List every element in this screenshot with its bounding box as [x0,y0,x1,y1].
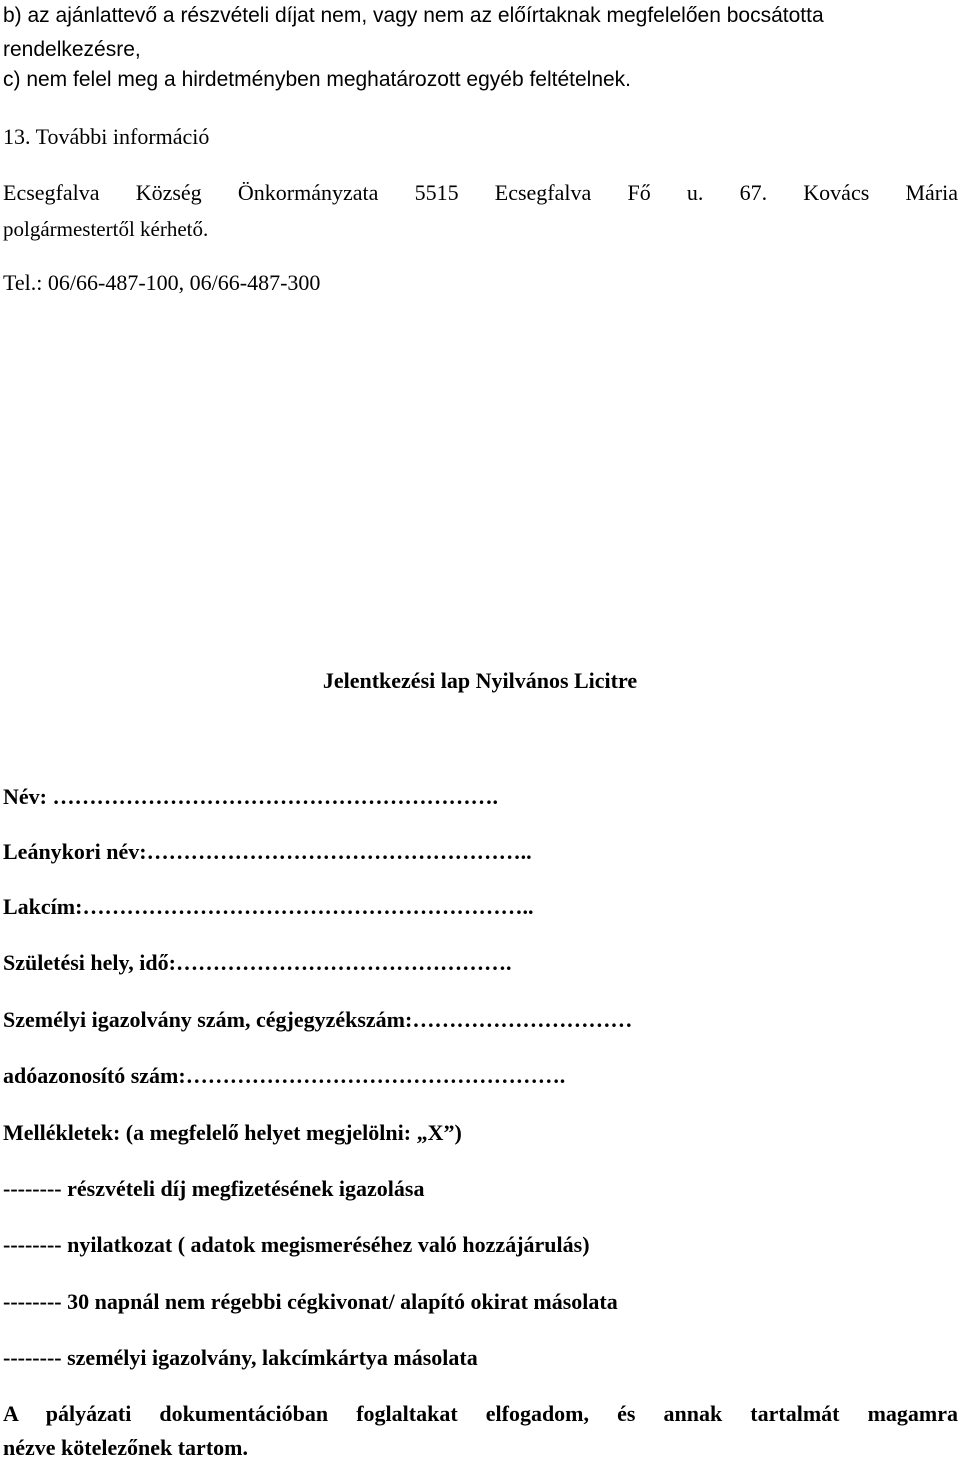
declaration-line-2: nézve kötelezőnek tartom. [3,1435,248,1460]
field-address: Lakcím:…………………………………………………….. [3,894,534,919]
section-13-heading: 13. További információ [3,124,210,149]
phone-line: Tel.: 06/66-487-100, 06/66-487-300 [3,270,321,295]
info-line-2: polgármestertől kérhető. [3,217,209,241]
attachment-item: -------- részvételi díj megfizetésének igazolása [3,1176,425,1201]
list-item-b-line2: rendelkezésre, [3,38,141,61]
field-maiden-name: Leánykori név:…………………………………………….. [3,839,532,864]
info-line-1: Ecsegfalva Község Önkormányzata 5515 Ecsegfalva Fő u. 67. Kovács Mária [3,180,958,205]
field-tax-id: adóazonosító szám:……………………………………………. [3,1063,566,1088]
attachment-item: -------- 30 napnál nem régebbi cégkivonat/ alapító okirat másolata [3,1289,618,1314]
attachment-item: -------- személyi igazolvány, lakcímkártya másolata [3,1345,478,1370]
list-item-c: c) nem felel meg a hirdetményben meghatározott egyéb feltételnek. [3,68,632,91]
attachment-item: -------- nyilatkozat ( adatok megismeréséhez való hozzájárulás) [3,1232,590,1257]
field-id-number: Személyi igazolvány szám, cégjegyzékszám:………………………… [3,1007,633,1032]
field-name: Név: ……………………………………………………. [3,784,498,809]
attachments-heading: Mellékletek: (a megfelelő helyet megjelölni: „X”) [3,1120,462,1145]
field-birth: Születési hely, idő:………………………………………. [3,950,512,975]
form-title: Jelentkezési lap Nyilvános Licitre [322,668,638,693]
list-item-b-line1: b) az ajánlattevő a részvételi díjat nem, vagy nem az előírtaknak megfelelően bocsátotta [3,4,824,27]
declaration-line-1: A pályázati dokumentációban foglaltakat elfogadom, és annak tartalmát magamra [3,1401,958,1426]
